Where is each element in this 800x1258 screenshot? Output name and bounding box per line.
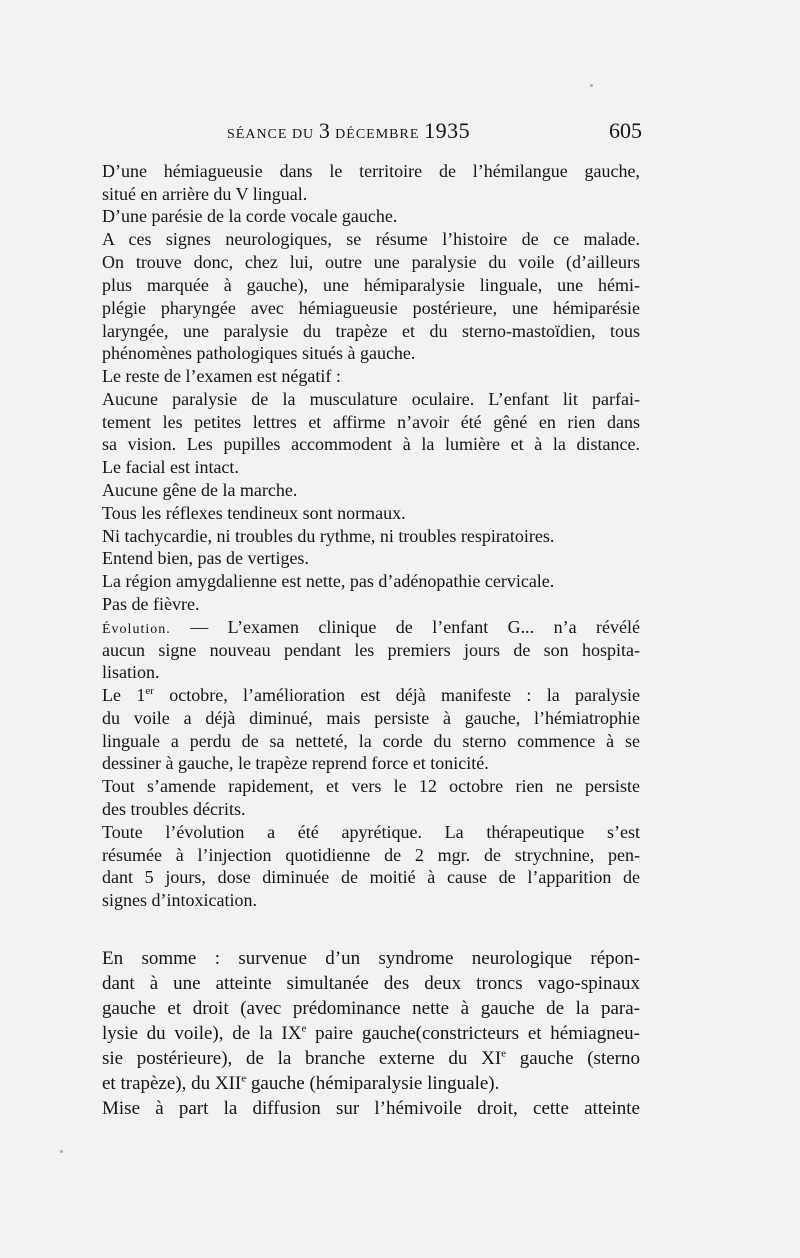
- text-line: Tous les réflexes tendineux sont normaux.: [102, 503, 406, 523]
- text-line: Le facial est intact.: [102, 457, 239, 477]
- october-sup: er: [145, 685, 154, 697]
- text-line: sa vision. Les pupilles accommodent à la lumière et à la distance.: [102, 434, 640, 454]
- text-line: La région amygdalienne est nette, pas d’adénopathie cervicale.: [102, 571, 555, 591]
- text-line: Aucune paralysie de la musculature oculaire. L’enfant lit parfai-: [102, 389, 640, 409]
- summary-line: [102, 1073, 640, 1095]
- text-line: On trouve donc, chez lui, outre une paralysie du voile (d’ailleurs: [102, 252, 640, 272]
- summary-sup: e: [301, 1022, 307, 1035]
- running-title-year: 1935: [424, 118, 471, 143]
- summary-sup: e: [241, 1072, 247, 1085]
- text-line: D’une hémiagueusie dans le territoire de l’hémilangue gauche,: [102, 161, 640, 181]
- text-line: situé en arrière du V lingual.: [102, 184, 308, 204]
- evolution-text: — L’examen clinique de l’enfant G... n’a révélé: [190, 617, 640, 637]
- summary-text: et trapèze), du XII: [102, 1073, 242, 1094]
- evolution-line: [102, 616, 640, 641]
- text-line: linguale a perdu de sa netteté, la corde du sterno commence à se: [102, 731, 640, 751]
- running-title-prefix: SÉANCE DU: [227, 127, 315, 142]
- october-prefix: Le 1: [102, 685, 146, 705]
- text-line: Toute l’évolution a été apyrétique. La thérapeutique s’est: [102, 822, 640, 842]
- summary-sup: e: [501, 1047, 507, 1060]
- evolution-label: Évolution.: [102, 622, 171, 637]
- text-line: Tout s’amende rapidement, et vers le 12 octobre rien ne persiste: [102, 776, 640, 796]
- summary-text: gauche (hémiparalysie linguale).: [246, 1073, 500, 1094]
- summary-line: dant à une atteinte simultanée des deux troncs vago-spinaux: [102, 973, 640, 994]
- october-line: [102, 684, 640, 706]
- text-line: plégie pharyngée avec hémiagueusie postérieure, une hémiparésie: [102, 298, 640, 318]
- text-line: plus marquée à gauche), une hémiparalysie linguale, une hémi-: [102, 275, 640, 295]
- running-title-month: DÉCEMBRE: [335, 127, 420, 142]
- text-line: Le reste de l’examen est négatif :: [102, 366, 341, 386]
- summary-line: Mise à part la diffusion sur l’hémivoile droit, cette atteinte: [102, 1098, 640, 1119]
- summary-line: gauche et droit (avec prédominance nette à gauche de la para-: [102, 998, 640, 1019]
- summary-line: [102, 1023, 640, 1045]
- summary-text: paire gauche(constricteurs et hémiagneu-: [306, 1023, 640, 1044]
- text-line: lisation.: [102, 662, 160, 682]
- text-line: Entend bien, pas de vertiges.: [102, 548, 309, 568]
- text-line: Pas de fièvre.: [102, 594, 200, 614]
- running-header: [102, 118, 642, 148]
- text-line: signes d’intoxication.: [102, 890, 257, 910]
- summary-text: lysie du voile), de la IX: [102, 1023, 302, 1044]
- october-rest: octobre, l’amélioration est déjà manifeste : la paralysie: [153, 685, 641, 705]
- text-line: tement les petites lettres et affirme n’avoir été gêné en rien dans: [102, 412, 640, 432]
- text-line: A ces signes neurologiques, se résume l’histoire de ce malade.: [102, 229, 640, 249]
- summary-text: sie postérieure), de la branche externe du XI: [102, 1048, 502, 1069]
- speck: [590, 84, 593, 87]
- text-line: aucun signe nouveau pendant les premiers jours de son hospita-: [102, 640, 640, 660]
- summary-line: En somme : survenue d’un syndrome neurologique répon-: [102, 948, 640, 969]
- speck: [60, 1150, 63, 1153]
- text-line: dessiner à gauche, le trapèze reprend force et tonicité.: [102, 753, 489, 773]
- page-number: 605: [609, 118, 642, 143]
- summary-text: gauche (sterno: [506, 1048, 640, 1069]
- running-title-day: 3: [318, 118, 331, 143]
- text-line: dant 5 jours, dose diminuée de moitié à cause de l’apparition de: [102, 867, 640, 887]
- running-title: [227, 118, 470, 144]
- summary-line: [102, 1048, 640, 1070]
- text-line: des troubles décrits.: [102, 799, 246, 819]
- text-line: du voile a déjà diminué, mais persiste à gauche, l’hémiatrophie: [102, 708, 640, 728]
- text-line: Aucune gêne de la marche.: [102, 480, 298, 500]
- text-line: phénomènes pathologiques situés à gauche.: [102, 343, 416, 363]
- text-line: résumée à l’injection quotidienne de 2 mgr. de strychnine, pen-: [102, 845, 640, 865]
- text-line: laryngée, une paralysie du trapèze et du sterno-mastoïdien, tous: [102, 321, 640, 341]
- text-line: Ni tachycardie, ni troubles du rythme, ni troubles respiratoires.: [102, 526, 555, 546]
- text-line: D’une parésie de la corde vocale gauche.: [102, 206, 398, 226]
